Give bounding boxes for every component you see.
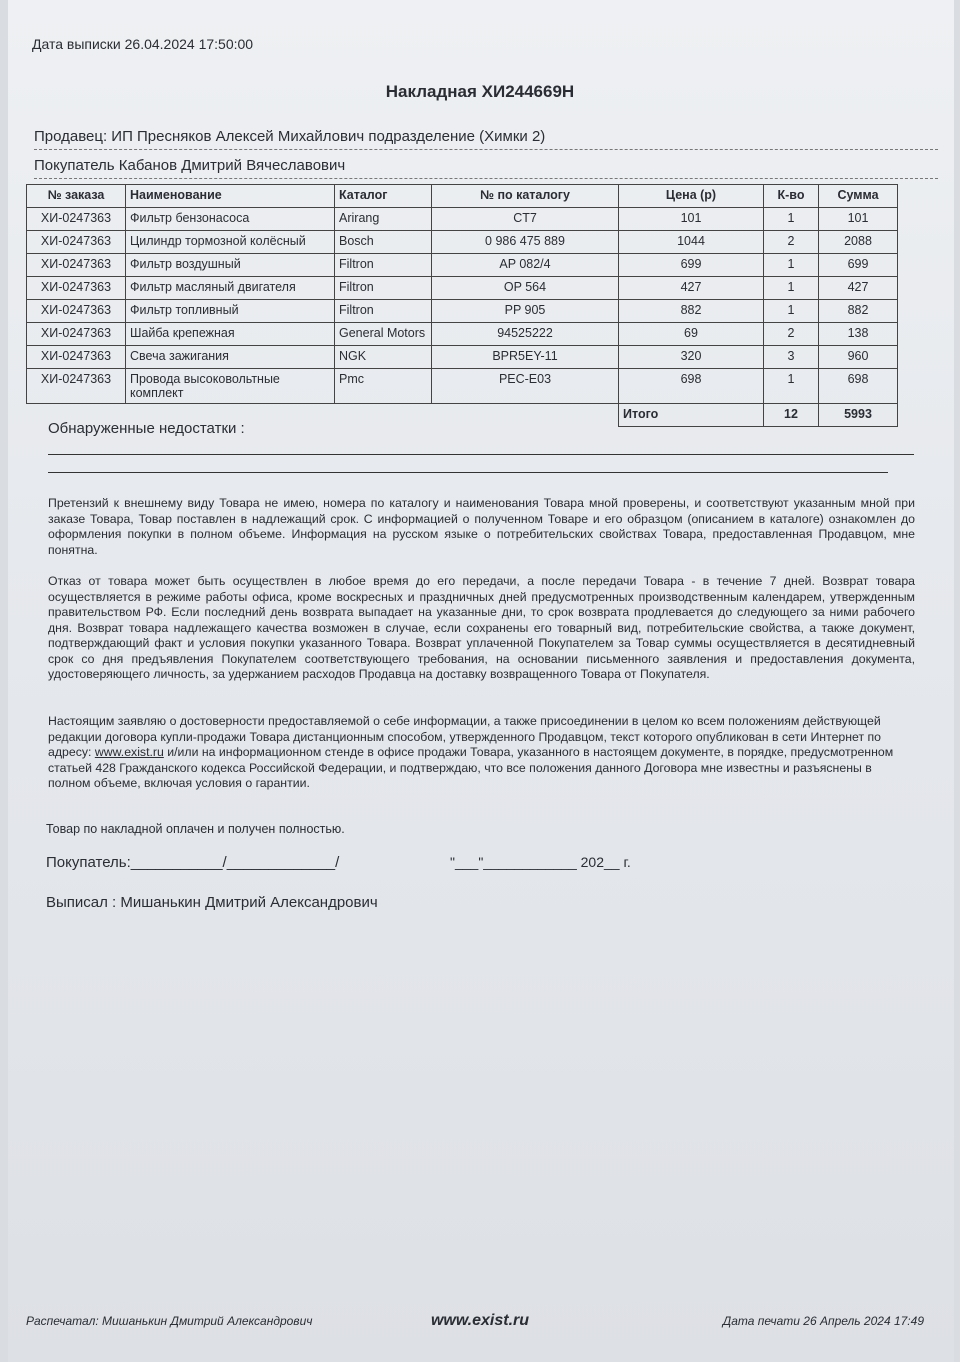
issued-by: Выписал : Мишанькин Дмитрий Александрович [46,894,378,911]
table-cell: Pmc [335,369,432,404]
table-cell: 698 [619,369,764,404]
table-cell: 101 [819,208,898,231]
claims-paragraph: Претензий к внешнему виду Товара не имею, номера по каталогу и наименования Товара мной проверены, и соответствуют указанным мной при заказе Товара, Товар поставлен в надлежащий срок. С информацией о полученном Товаре и его образцом (описанием в каталоге) ознакомлен до оформления покупки в полном объеме. Информация на русском языке о потребительских свойствах Товара, предоставленная Продавцом, мне понятна. [48,496,915,557]
agreement-text: и/или на информационном стенде в офисе продажи Товара, указанного в настоящем документе, в порядке, предусмотренном статьей 428 Гражданского кодекса Российской Федерации, и подтверждаю, что все положения данного Договора мне известны и разъяснены в полном объеме, включая условия о гарантии. [48,745,894,790]
buyer-signature: Покупатель:___________/_____________/ [46,854,340,871]
table-cell: ХИ-0247363 [27,323,126,346]
table-cell: 1 [764,208,819,231]
table-cell: ХИ-0247363 [27,208,126,231]
table-cell: 1 [764,277,819,300]
col-sum: Сумма [819,185,898,208]
total-label: Итого [619,404,764,427]
seller: Продавец: ИП Пресняков Алексей Михайлович подразделение (Химки 2) [34,128,938,150]
table-cell: 960 [819,346,898,369]
table-cell: AP 082/4 [432,254,619,277]
table-row [27,231,898,254]
table-cell: 2088 [819,231,898,254]
col-price: Цена (р) [619,185,764,208]
table-cell: 698 [819,369,898,404]
agreement-paragraph [48,714,915,792]
defects-line [48,472,888,473]
defects-line [48,454,914,455]
defects-label: Обнаруженные недостатки : [48,420,245,437]
table-cell: 94525222 [432,323,619,346]
printed-by: Распечатал: Мишанькин Дмитрий Александрович [26,1314,313,1328]
table-cell: 1 [764,369,819,404]
document-title: Накладная ХИ244669Н [385,82,575,101]
table-cell: Filtron [335,300,432,323]
col-catalog-no: № по каталогу [432,185,619,208]
table-row [27,300,898,323]
table-cell: Filtron [335,277,432,300]
table-cell: 427 [819,277,898,300]
table-cell: 427 [619,277,764,300]
table-cell: Фильтр воздушный [126,254,335,277]
table-cell: Фильтр бензонасоса [126,208,335,231]
buyer: Покупатель Кабанов Дмитрий Вячеславович [34,157,938,179]
table-cell: PP 905 [432,300,619,323]
table-cell: Bosch [335,231,432,254]
table-cell: ХИ-0247363 [27,254,126,277]
table-cell: ХИ-0247363 [27,277,126,300]
signature-date: "___"____________ 202__ г. [450,854,631,870]
table-cell: 0 986 475 889 [432,231,619,254]
table-cell: Фильтр топливный [126,300,335,323]
col-order: № заказа [27,185,126,208]
table-cell: Свеча зажигания [126,346,335,369]
issue-date: Дата выписки 26.04.2024 17:50:00 [32,36,254,52]
return-paragraph: Отказ от товара может быть осуществлен в любое время до его передачи, а после передачи Товара - в течение 7 дней. Возврат товара осуществляется в режиме работы офиса, кроме воскресных и праздничных дней предусмотренных производственным календарем, утвержденным правительством РФ. Если последний день возврата выпадает на указанные дни, то срок возврата продлевается до следующего за ними рабочего дня. Возврат товара надлежащего качества возможен в случае, если сохранены его товарный вид, потребительские свойства, а также документ, подтверждающий факт и условия покупки указанного Товара. Возврат уплаченной Покупателем за Товар суммы осуществляется в десятидневный срок со дня предъявления Покупателем соответствующего требования, на основании письменного заявления и предоставления документа, удостоверяющего личность, за удержанием расходов Продавца на доставку возвращенного Товара от Покупателя. [48,574,915,681]
col-qty: К-во [764,185,819,208]
print-date: Дата печати 26 Апрель 2024 17:49 [722,1314,924,1328]
table-cell: BPR5EY-11 [432,346,619,369]
table-cell: 1044 [619,231,764,254]
table-row [27,254,898,277]
table-cell: 699 [619,254,764,277]
table-cell: OP 564 [432,277,619,300]
table-cell: 69 [619,323,764,346]
total-sum: 5993 [819,404,898,427]
table-cell: Цилиндр тормозной колёсный [126,231,335,254]
exist-link[interactable]: www.exist.ru [94,745,164,759]
table-cell: 699 [819,254,898,277]
table-cell: 320 [619,346,764,369]
table-cell: 3 [764,346,819,369]
table-cell: 882 [619,300,764,323]
col-catalog: Каталог [335,185,432,208]
table-cell: ХИ-0247363 [27,369,126,404]
col-name: Наименование [126,185,335,208]
table-cell: CT7 [432,208,619,231]
table-row [27,208,898,231]
table-cell: Arirang [335,208,432,231]
table-cell: 101 [619,208,764,231]
table-cell: 138 [819,323,898,346]
footer-site: www.exist.ru [430,1312,530,1329]
table-cell: 882 [819,300,898,323]
table-cell: NGK [335,346,432,369]
table-cell: 1 [764,300,819,323]
items-table [26,184,898,427]
table-cell: PEC-E03 [432,369,619,404]
table-cell: ХИ-0247363 [27,300,126,323]
agreement-text: Настоящим заявляю о достоверности предоставляемой о себе информации, а также присоединении в целом ко всем положениям действующей редакции договора купли-продажи Товара дистанционным способом, утвержденного Продавцом, текст которого опубликован в сети Интернет по адресу: [48,714,882,759]
table-row [27,323,898,346]
table-cell: 2 [764,323,819,346]
total-qty: 12 [764,404,819,427]
table-row [27,277,898,300]
table-cell: Шайба крепежная [126,323,335,346]
table-cell: Провода высоковольтные комплект [126,369,335,404]
table-cell: 2 [764,231,819,254]
table-cell: ХИ-0247363 [27,346,126,369]
table-row [27,346,898,369]
table-cell: General Motors [335,323,432,346]
table-cell: 1 [764,254,819,277]
table-cell: Filtron [335,254,432,277]
paid-statement: Товар по накладной оплачен и получен полностью. [46,822,345,836]
table-cell: Фильтр масляный двигателя [126,277,335,300]
table-cell: ХИ-0247363 [27,231,126,254]
table-row [27,369,898,404]
